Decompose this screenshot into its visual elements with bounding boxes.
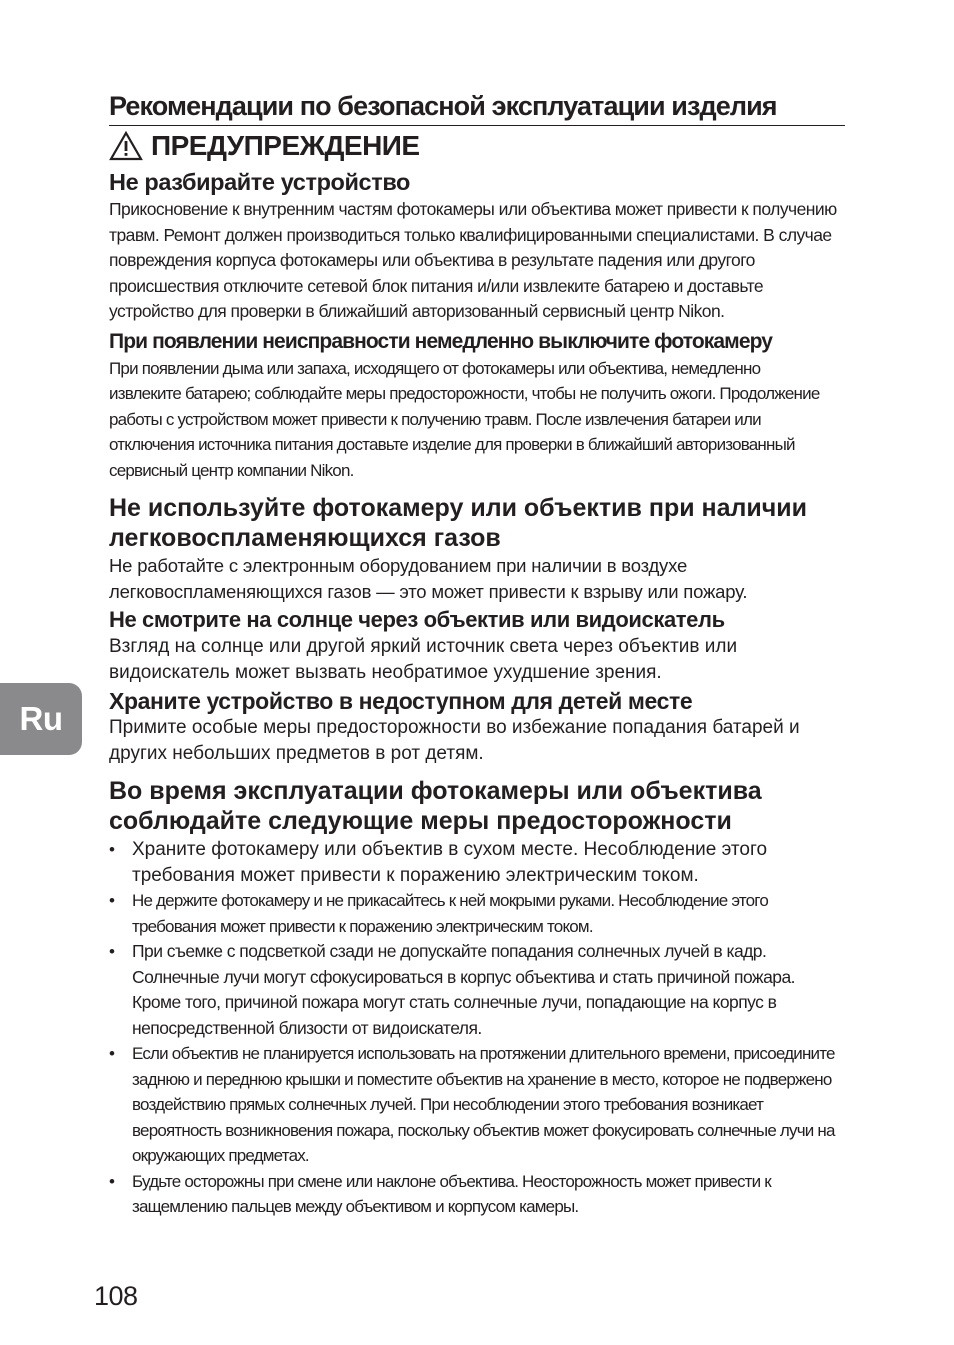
item-heading: При появлении неисправности немедленно выключите фотокамеру bbox=[109, 329, 773, 353]
list-item-text: Не держите фотокамеру и не прикасайтесь к ней мокрыми руками. Несоблюдение этого требования может привести к поражению электрическим током. bbox=[132, 891, 768, 936]
precautions-list bbox=[109, 837, 845, 1220]
warning-label: ПРЕДУПРЕЖДЕНИЕ bbox=[151, 130, 420, 161]
item-heading: Во время эксплуатации фотокамеры или объектива соблюдайте следующие меры предосторожности bbox=[109, 777, 762, 835]
page-number: 108 bbox=[94, 1281, 138, 1311]
bullet-marker: • bbox=[109, 942, 115, 961]
bullet-marker: • bbox=[109, 891, 115, 910]
item-body: При появлении дыма или запаха, исходящего от фотокамеры или объектива, немедленно извлеките батарею; соблюдайте меры предосторожности, чтобы не получить ожоги. Продолжение работы с устройством может привести к получению травм. После извлечения батареи или отключения источника питания доставьте изделие для проверки в ближайший авторизованный сервисный центр компании Nikon. bbox=[109, 358, 820, 480]
item-heading: Храните устройство в недоступном для детей месте bbox=[109, 688, 693, 714]
bullet-marker: • bbox=[109, 1171, 115, 1191]
item-heading: Не смотрите на солнце через объектив или видоискатель bbox=[109, 607, 725, 632]
warning-item-malfunction bbox=[109, 328, 845, 484]
warning-item-flammable-gas bbox=[109, 493, 845, 604]
list-item bbox=[109, 1169, 845, 1220]
item-body: Прикосновение к внутренним частям фотокамеры или объектива может привести к получению травм. Ремонт должен производиться только квалифицированными специалистами. В случае повреждения корпуса фотокамеры или объектива в результате падения или другого происшествия отключите сетевой блок питания и/или извлеките батарею и доставьте устройство для проверки в ближайший авторизованный сервисный центр Nikon. bbox=[109, 199, 837, 321]
bullet-marker: • bbox=[109, 840, 115, 859]
warning-item-sun bbox=[109, 606, 845, 685]
list-item bbox=[109, 939, 845, 1041]
item-body: Взгляд на солнце или другой яркий источник света через объектив или видоискатель может вызвать необратимое ухудшение зрения. bbox=[109, 636, 738, 683]
warning-item-children bbox=[109, 687, 845, 766]
list-item-text: Если объектив не планируется использовать на протяжении длительного времени, присоедините заднюю и переднюю крышки и поместите объектив на хранение в место, которое не подвержено воздействию прямых солнечных лучей. При несоблюдении этого требования возникает вероятность возникновения пожара, поскольку объектив может фокусировать солнечные лучи на окружающих предметах. bbox=[132, 1044, 835, 1165]
language-tab: Ru bbox=[0, 683, 82, 755]
warning-item-precautions bbox=[109, 776, 845, 1220]
warning-heading bbox=[109, 129, 845, 163]
section-title: Рекомендации по безопасной эксплуатации изделия bbox=[109, 88, 845, 126]
list-item-text: При съемке с подсветкой сзади не допускайте попадания солнечных лучей в кадр. Солнечные лучи могут сфокусироваться в корпус объектива и стать причиной пожара. Кроме того, причиной пожара могут стать солнечные лучи, попадающие на корпус в непосредственной близости от видоискателя. bbox=[132, 941, 795, 1038]
list-item bbox=[109, 837, 845, 888]
bullet-marker: • bbox=[109, 1044, 115, 1063]
list-item-text: Будьте осторожны при смене или наклоне объектива. Неосторожность может привести к защемлению пальцев между объективом и корпусом камеры. bbox=[132, 1171, 771, 1216]
warning-triangle-icon bbox=[109, 131, 143, 161]
list-item-text: Храните фотокамеру или объектив в сухом месте. Несоблюдение этого требования может привести к поражению электрическим током. bbox=[132, 839, 768, 886]
warning-item-disassemble bbox=[109, 167, 845, 325]
list-item bbox=[109, 1041, 845, 1169]
page-content bbox=[109, 88, 845, 1220]
item-body: Не работайте с электронным оборудованием при наличии в воздухе легковоспламеняющихся газов — это может привести к взрыву или пожару. bbox=[109, 555, 748, 602]
item-heading: Не разбирайте устройство bbox=[109, 169, 411, 195]
item-heading: Не используйте фотокамеру или объектив при наличии легковоспламеняющихся газов bbox=[109, 494, 808, 552]
item-body: Примите особые меры предосторожности во избежание попадания батарей и других небольших предметов в рот детям. bbox=[109, 717, 800, 764]
list-item bbox=[109, 888, 845, 939]
